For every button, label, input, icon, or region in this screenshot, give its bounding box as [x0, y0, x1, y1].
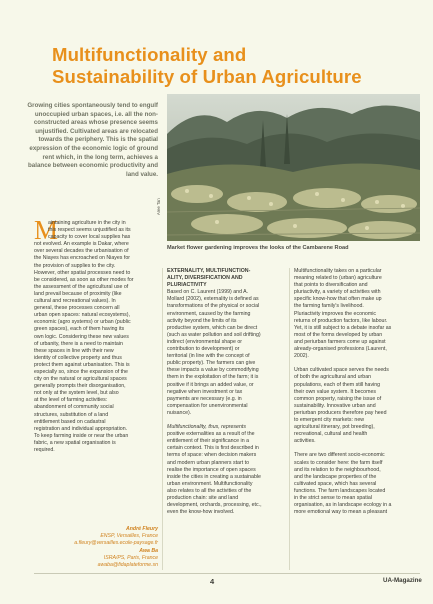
col1-line: this respect seems unjustified as its: [48, 227, 131, 234]
col1-line: cultural and recreational values). In: [34, 298, 116, 305]
col3-line: to emergent city markets: new: [294, 416, 365, 423]
col3-line: and the landscape properties of the: [294, 473, 377, 480]
col3-line: pluriactivity, a variety of activities with: [294, 289, 381, 296]
footer-rule: [34, 573, 420, 574]
col1-line: land prevail because of proximity (like: [34, 290, 122, 297]
article-title-line-1: Multifunctionality and: [52, 44, 247, 65]
col1-line: green spaces), each of them having its: [34, 326, 125, 333]
col2-line: entitlement of their significance in a: [167, 438, 250, 445]
col1-line: aintaining agriculture in the city in: [48, 220, 126, 226]
col1-line: entitlement based on cadastral: [34, 418, 106, 425]
col3-line: already-organised professions (Laurent,: [294, 346, 387, 353]
col3-line: agricultural itinerary, pot breeding),: [294, 424, 375, 431]
col1-line: at the level of farming activities:: [34, 397, 108, 404]
col2-line: nuisance).: [167, 409, 192, 416]
col1-line: generally prompts their disorganisation,: [34, 383, 126, 390]
garden-photo: [167, 94, 420, 241]
intro-line: unoccupied urban spaces, i.e. all the non-: [34, 110, 158, 118]
col3-line: [294, 445, 420, 452]
author-email-link[interactable]: a.fleury@versailles.ecole-paysage.fr: [74, 540, 158, 547]
col3-line: [294, 360, 420, 367]
intro-line: constructed areas whose presence seems: [33, 119, 158, 127]
col2-line: positive if it brings an added value, or: [167, 381, 254, 388]
col1-line: be considered, as soon as other modes for: [34, 276, 134, 283]
author-name: Awa Ba: [139, 547, 158, 554]
col3-line: activities.: [294, 438, 316, 445]
col1-line: especially so, since the expansion of the: [34, 368, 128, 375]
col2-line: public property). The farmers can give: [167, 360, 256, 367]
col3-line: cultivated space, which has several: [294, 480, 377, 487]
page-number: 4: [210, 577, 215, 586]
col3-line: common property, raising the issue of: [294, 395, 382, 402]
photo-credit: Aree Tan: [156, 198, 161, 215]
col3-line: Pluriactivity improves the economic: [294, 310, 376, 317]
col3-line: Multifunctionality takes on a particular: [294, 268, 382, 274]
col2-line: and modern urban planners start to: [167, 459, 250, 466]
col3-line: meaning related to (urban) agriculture: [294, 275, 382, 282]
col3-line: scales to consider here: the farm itself: [294, 459, 383, 466]
col3-line: and periurban farmers come up against: [294, 338, 386, 345]
col3-line: There are two different socio-economic: [294, 452, 385, 459]
col3-line: and its relation to the neighbourhood,: [294, 466, 381, 473]
column-2: [167, 268, 286, 516]
author-block: [34, 526, 158, 569]
column-divider: [289, 268, 290, 570]
col3-line: organisation, as in landscape ecology in a: [294, 502, 392, 509]
article-title: [52, 44, 422, 88]
col2-line: Multifunctionality, thus, represents: [167, 424, 246, 431]
col2-line: environment, caused by the farming: [167, 310, 251, 317]
section-heading: EXTERNALITY, MULTIFUNCTION-: [167, 268, 251, 274]
col2-line: negative when investment or tax: [167, 388, 243, 395]
col2-line: [167, 417, 286, 424]
col3-line: more emotional way to mean a pleasant: [294, 509, 388, 516]
col2-line: payments are necessary (e.g. in: [167, 395, 242, 402]
magazine-name: UA-Magazine: [383, 577, 422, 584]
col3-line: the farming family's livelihood.: [294, 303, 364, 310]
col2-line: realise the importance of open spaces: [167, 466, 256, 473]
col2-line: activity beyond the limits of its: [167, 317, 237, 324]
col3-line: recreational, cultural and health: [294, 431, 368, 438]
col2-line: these impacts a value by commodifying: [167, 367, 259, 374]
col1-line: fabric, a new spatial organisation is: [34, 439, 116, 446]
col1-line: However, other spatial processes need to: [34, 269, 131, 276]
intro-line: rent which, in the long term, achieves a: [42, 153, 158, 161]
col2-line: indirect (environmental shape or: [167, 338, 242, 345]
col1-line: registration and individual appropriation.: [34, 425, 128, 432]
article-title-line-2: Sustainability of Urban Agriculture: [52, 66, 362, 87]
col1-line: required.: [34, 447, 55, 453]
col3-line: most of the forms developed by urban: [294, 331, 383, 338]
col3-line: Urban cultivated space serves the needs: [294, 367, 389, 374]
col1-line: protect them against urbanisation. This is: [34, 361, 130, 368]
col1-line: economic (agro systems) or urban (public: [34, 319, 131, 326]
col2-line: them in the exploitation of the farm; it is: [167, 374, 259, 381]
col3-line: their own value system. It becomes: [294, 388, 376, 395]
col1-line: structures, substitution of a land: [34, 411, 109, 418]
col1-line: To keep farming inside or near the urban: [34, 432, 129, 439]
author-affiliation: ISRA/PS, Paris, France: [103, 554, 158, 561]
col3-line: 2002).: [294, 353, 309, 360]
col2-line: production chain: site and land: [167, 495, 239, 501]
col2-line: also relates to all the activities of the: [167, 487, 252, 494]
col1-line: not only at the system level, but also: [34, 390, 119, 397]
col3-line: returns of production factors, like labour.: [294, 317, 388, 324]
intro-line: expression of the economic logic of ground: [29, 144, 158, 152]
col3-line: of both the agricultural and urban: [294, 374, 372, 381]
col2-line: urban environment. Multifunctionality: [167, 480, 253, 487]
column-3: [294, 268, 420, 516]
col3-line: sustainability. Innovative urban and: [294, 402, 376, 409]
col1-line: identity of collective property and thus: [34, 354, 122, 361]
col2-line: transformations of the physical or social: [167, 303, 260, 310]
intro-line: towards the periphery. This is the spatial: [38, 136, 158, 144]
col3-line: Yet, it is still subject to a debate insofar as: [294, 324, 392, 331]
col2-line: even the know-how involved.: [167, 509, 235, 516]
column-divider: [162, 268, 163, 570]
col1-line: the assessment of the agricultural use of: [34, 283, 129, 290]
col1-line: the provision of supplies to the city.: [34, 262, 116, 269]
col1-line: general, these processes concern all: [34, 305, 120, 312]
col1-line: over several decades the urbanisation of: [34, 248, 129, 255]
col1-line: not evolved. An example is Dakar, where: [34, 241, 129, 248]
intro-paragraph: [12, 102, 158, 179]
col3-line: that points to diversification and: [294, 282, 368, 289]
col2-line: inside the cities in creating a sustainable: [167, 473, 261, 480]
col3-line: periurban producers therefore pay heed: [294, 409, 387, 416]
col2-line: territorial (in line with the concept of: [167, 353, 250, 360]
col2-line: Based on C. Laurent (1999) and A.: [167, 289, 249, 296]
col1-line: own logic. Considering these new values: [34, 333, 129, 340]
intro-line: unjustified. Cultivated areas are relocated: [35, 127, 158, 135]
col3-line: functions. The farm landscapes located: [294, 487, 386, 494]
photo-caption: Market flower gardening improves the looks of the Cambarene Road: [167, 245, 349, 251]
author-affiliation: ENSP, Versailles, France: [100, 533, 158, 540]
col2-line: Mollard (2002), externality is defined as: [167, 296, 259, 303]
col1-line: these spaces in line with their new: [34, 347, 114, 354]
col2-line: productive system, which can be direct: [167, 324, 258, 331]
col3-line: populations, each of them still having: [294, 381, 381, 388]
col1-line: urban open spaces: natural ecosystems),: [34, 312, 131, 319]
intro-line: land value.: [126, 170, 158, 178]
col2-line: terms of space: when decision makers: [167, 452, 257, 459]
col1-line: the Niayes has encroached on Niayes for: [34, 255, 131, 262]
col1-line: capacity to cover local supplies has: [48, 234, 131, 241]
column-1: [34, 220, 158, 454]
section-heading: PLURIACTIVITY: [167, 282, 207, 289]
drop-cap: M: [34, 215, 59, 245]
intro-line: Growing cities spontaneously tend to engulf: [27, 102, 158, 109]
col2-line: (such as water pollution and soil drifting): [167, 331, 261, 338]
col2-line: compensation for unenvironmental: [167, 402, 248, 409]
col3-line: in the strict sense to mean spatial: [294, 495, 372, 501]
col2-line: development, orchards, processing, etc.,: [167, 502, 262, 509]
col1-line: of urbanity, there is a need to maintain: [34, 340, 123, 347]
author-email-link[interactable]: awaba@fidaplateforme.sn: [97, 562, 158, 569]
author-name: André Fleury: [126, 526, 158, 532]
intro-line: balance between economic productivity and: [28, 162, 158, 170]
col2-line: positive externalities as a result of the: [167, 431, 255, 438]
col1-line: abandonment of community social: [34, 404, 114, 411]
section-heading: ALITY, DIVERSIFICATION AND: [167, 275, 243, 282]
col3-line: specific know-how that often make up: [294, 296, 382, 303]
col2-line: certain context. This is first described in: [167, 445, 259, 452]
col2-line: contribution to development) or: [167, 346, 240, 353]
col1-line: city on the natural or agricultural spaces: [34, 376, 127, 383]
